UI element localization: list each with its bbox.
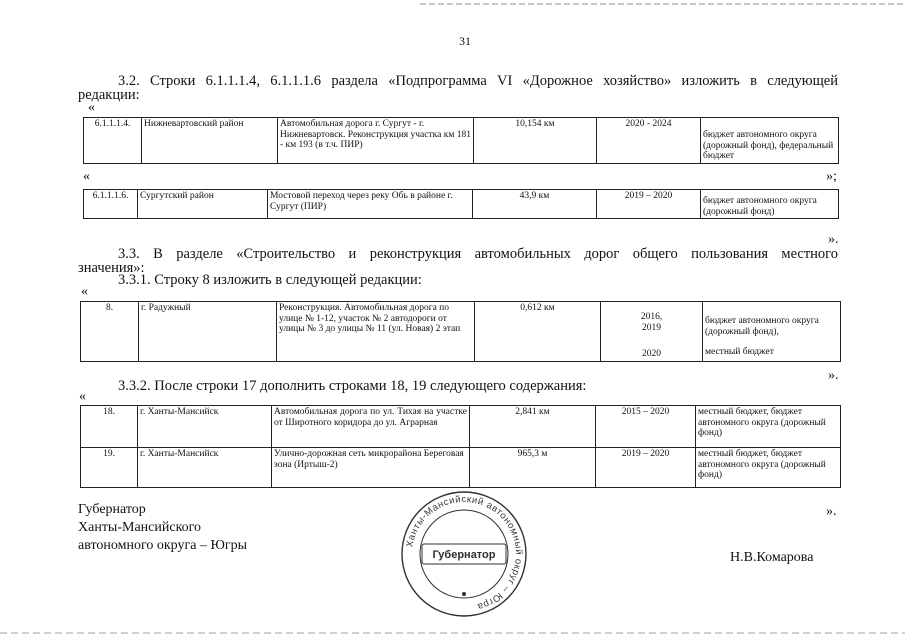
signatory-name: Н.В.Комарова <box>730 550 814 565</box>
row-length: 10,154 км <box>474 118 597 164</box>
row-funding: местный бюджет, бюджет автономного округа (дорожный фонд) <box>696 406 841 448</box>
period-line-1: 2016, <box>640 312 663 322</box>
row-number: 8. <box>81 302 139 362</box>
page-number: 31 <box>459 34 471 48</box>
scan-edge-bottom <box>0 632 905 634</box>
table-3 <box>80 301 841 362</box>
row-district: Сургутский район <box>138 190 268 219</box>
row-period <box>601 302 703 362</box>
row-funding <box>703 302 841 362</box>
row-district: Нижневартовский район <box>142 118 278 164</box>
quote-open-2: « <box>83 169 90 184</box>
period-line-2: 2019 <box>642 322 661 333</box>
funding-line-2: местный бюджет <box>705 347 774 357</box>
table-row <box>84 118 839 164</box>
row-district: г. Ханты-Мансийск <box>138 448 272 488</box>
row-period: 2019 – 2020 <box>597 190 701 219</box>
row-funding: местный бюджет, бюджет автономного округа (дорожный фонд) <box>696 448 841 488</box>
signature-block <box>78 501 247 555</box>
quote-open-3: « <box>81 284 88 299</box>
signature-region: Ханты-Мансийского <box>78 520 202 535</box>
quote-close-dot-3: ». <box>826 504 837 519</box>
quote-close-dot-2: ». <box>828 368 839 383</box>
row-object: Автомобильная дорога по ул. Тихая на участке от Широтного коридора до ул. Аграрная <box>272 406 470 448</box>
row-period: 2019 – 2020 <box>596 448 696 488</box>
row-length: 0,612 км <box>475 302 601 362</box>
row-object: Улично-дорожная сеть микрорайона Береговая зона (Иртыш-2) <box>272 448 470 488</box>
row-number: 6.1.1.1.4. <box>84 118 142 164</box>
stamp-center-text: Губернатор <box>432 549 496 561</box>
row-object: Реконструкция. Автомобильная дорога по улице № 1-12, участок № 2 автодороги от улицы № 3 до улицы № 11 (ул. Новая) 2 этап <box>277 302 475 362</box>
table-row <box>81 406 841 448</box>
row-object: Автомобильная дорога г. Сургут - г. Нижневартовск. Реконструкция участка км 181 - км 193 (в т.ч. ПИР) <box>278 118 474 164</box>
table-1 <box>83 117 839 164</box>
row-period: 2015 – 2020 <box>596 406 696 448</box>
period-line-3: 2020 <box>642 349 661 359</box>
signature-position: Губернатор <box>78 502 146 517</box>
row-number: 6.1.1.1.6. <box>84 190 138 219</box>
row-period: 2020 - 2024 <box>597 118 701 164</box>
row-funding: бюджет автономного округа (дорожный фонд), федеральный бюджет <box>701 118 839 164</box>
section-3-3-2: 3.3.2. После строки 17 дополнить строками 18, 19 следующего содержания: <box>118 378 587 394</box>
signature-region-2: автономного округа – Югры <box>78 538 247 553</box>
quote-close-dot-1: ». <box>828 232 839 247</box>
quote-open-4: « <box>79 389 86 404</box>
official-stamp <box>398 488 530 620</box>
row-number: 18. <box>81 406 138 448</box>
table-2 <box>83 189 839 219</box>
stamp-ring-text: Ханты-Мансийский автономный округ – Югра <box>404 493 525 613</box>
row-object: Мостовой переход через реку Обь в районе г. Сургут (ПИР) <box>268 190 473 219</box>
row-length: 43,9 км <box>473 190 597 219</box>
row-number: 19. <box>81 448 138 488</box>
table-row <box>81 448 841 488</box>
table-4 <box>80 405 841 488</box>
section-3-3-line2: значения»: <box>78 260 145 276</box>
row-district: г. Ханты-Мансийск <box>138 406 272 448</box>
row-district: г. Радужный <box>139 302 277 362</box>
section-3-2-line1: 3.2. Строки 6.1.1.1.4, 6.1.1.1.6 раздела «Подпрограмма VI «Дорожное хозяйство» изложить в следующей <box>118 73 838 89</box>
stamp-star <box>462 592 466 596</box>
funding-line-1: бюджет автономного округа (дорожный фонд), <box>705 316 819 337</box>
scan-edge-top <box>420 3 905 5</box>
section-3-3-1: 3.3.1. Строку 8 изложить в следующей редакции: <box>118 272 422 288</box>
row-funding: бюджет автономного округа (дорожный фонд) <box>701 190 839 219</box>
quote-close-semicolon: »; <box>826 169 837 184</box>
table-row <box>84 190 839 219</box>
row-length: 2,841 км <box>470 406 596 448</box>
table-row <box>81 302 841 362</box>
quote-open-1: « <box>88 100 95 115</box>
section-3-3-line1: 3.3. В разделе «Строительство и реконструкция автомобильных дорог общего пользования местного <box>118 246 838 262</box>
section-3-2-line2: редакции: <box>78 87 140 103</box>
row-length: 965,3 м <box>470 448 596 488</box>
